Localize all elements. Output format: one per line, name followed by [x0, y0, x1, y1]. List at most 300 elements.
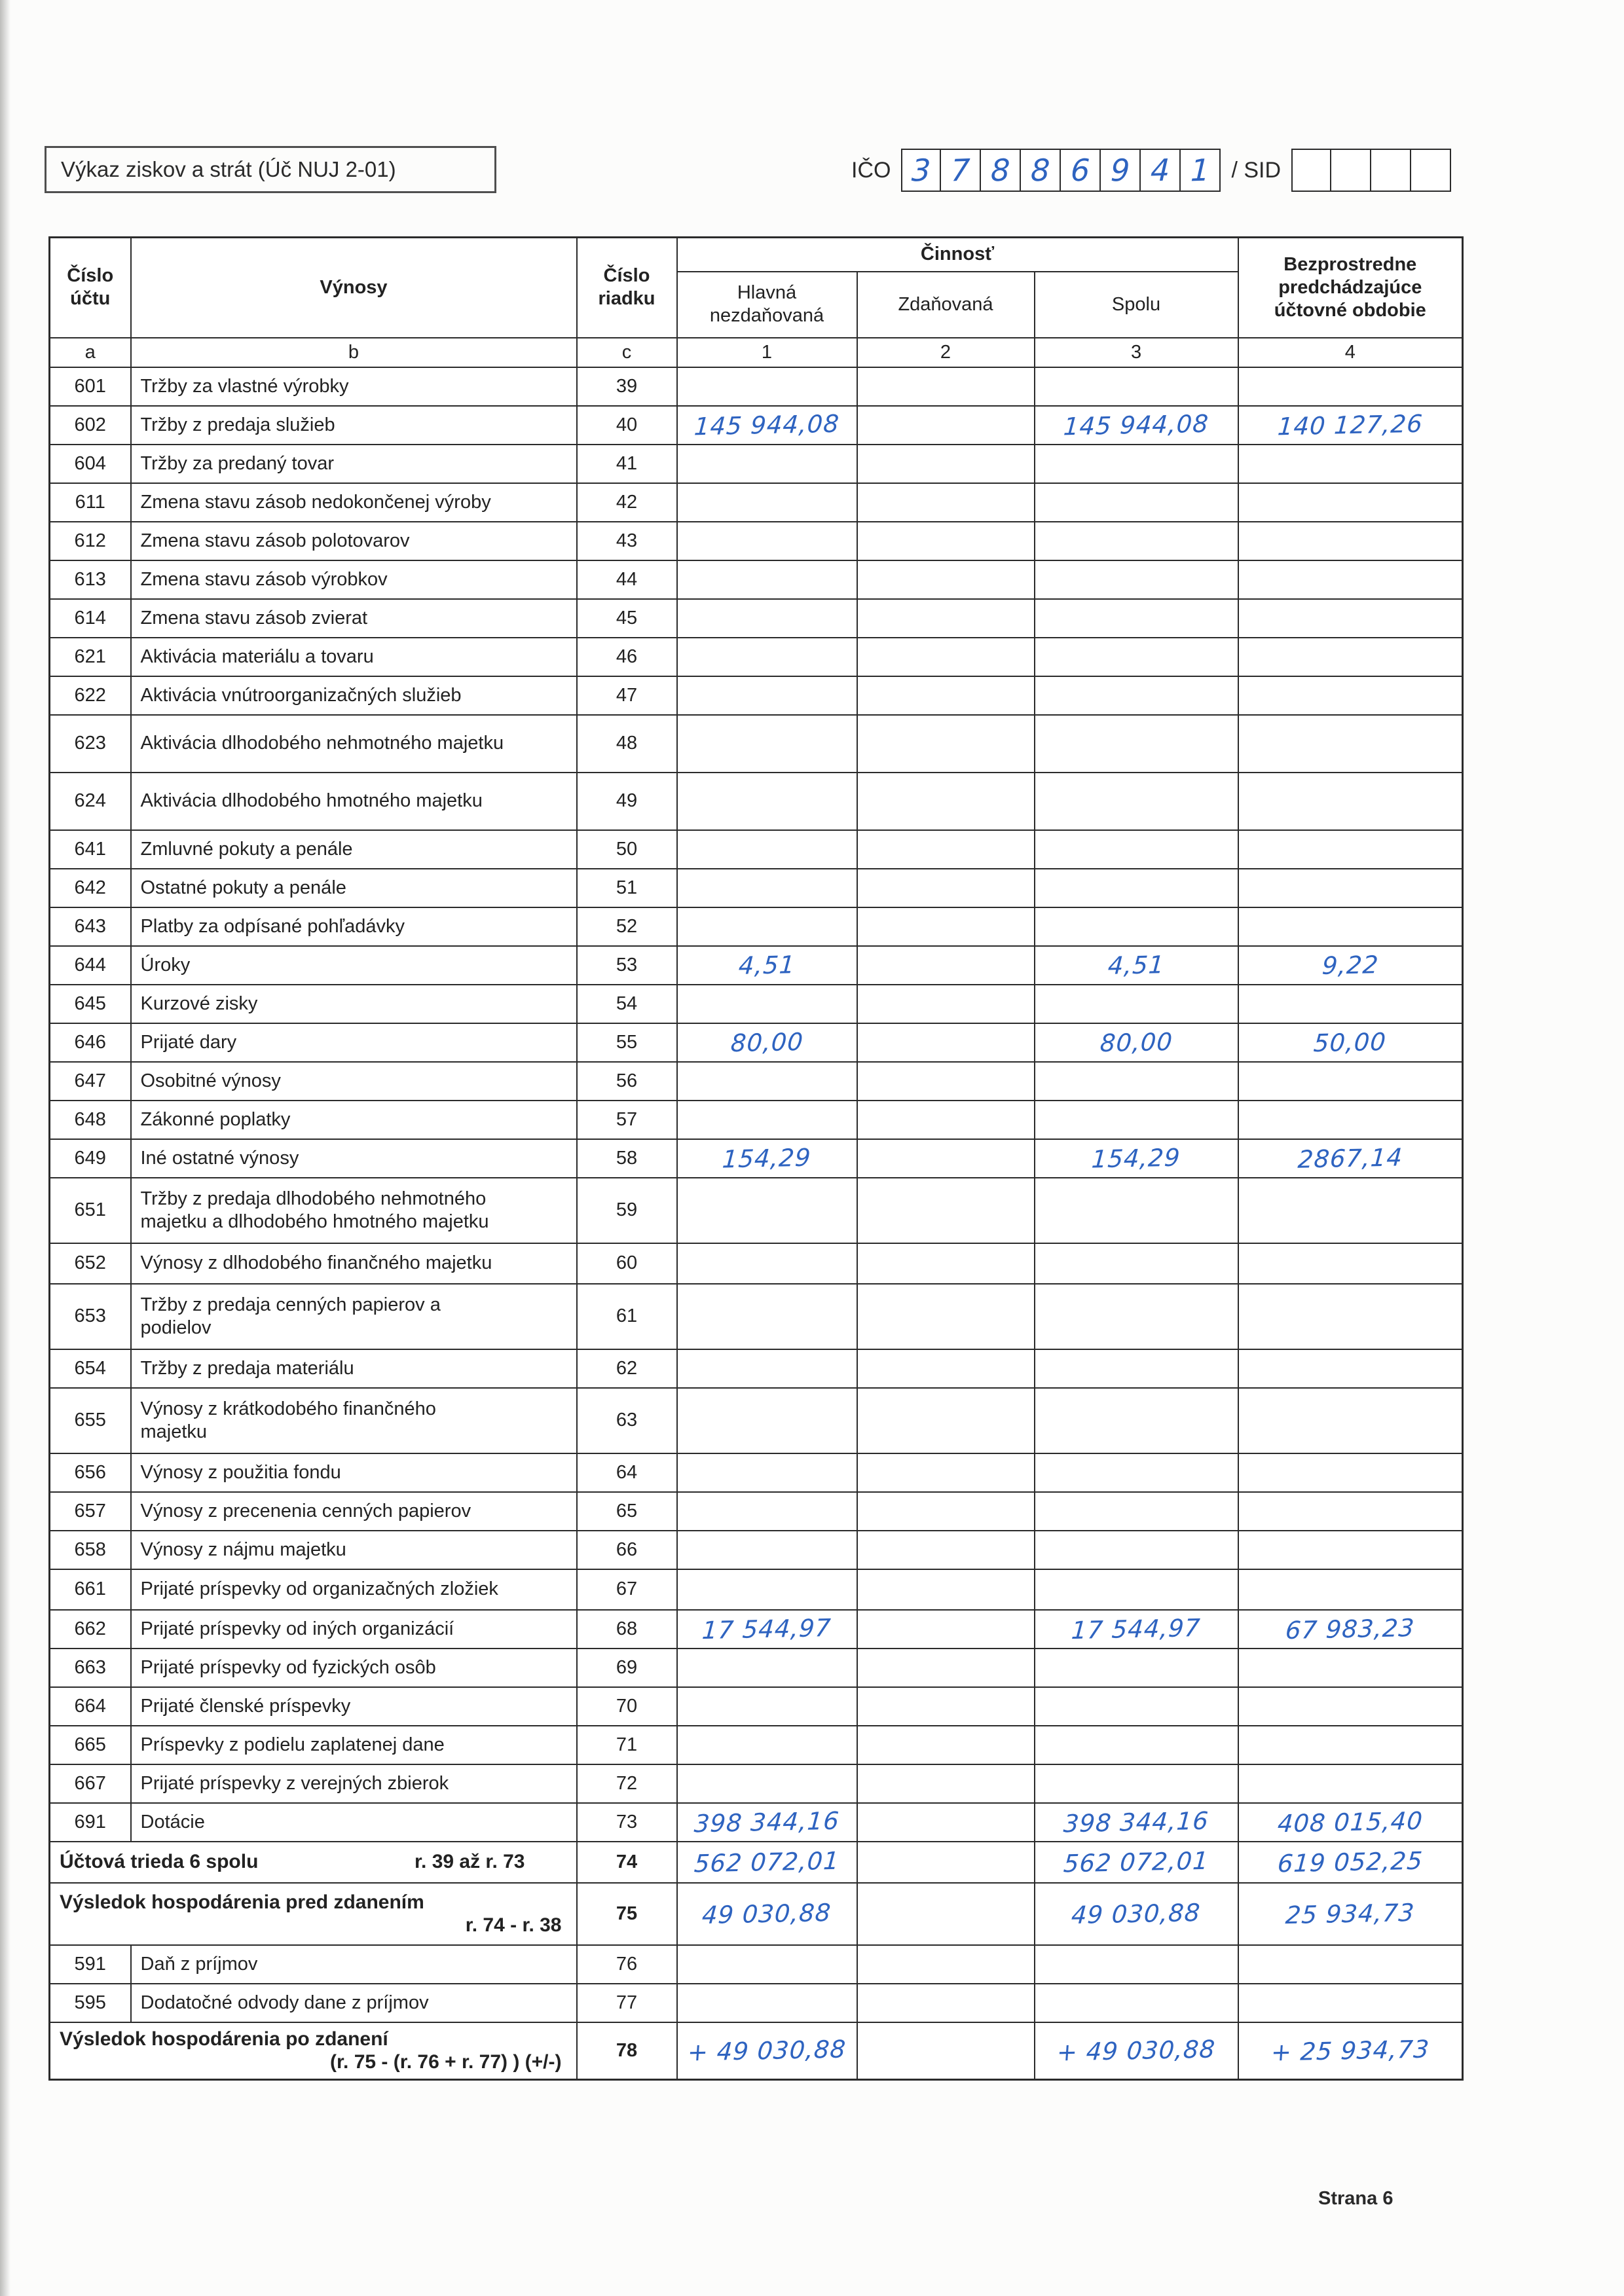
- row-label-cell: Výnosy z precenenia cenných papierov: [131, 1492, 577, 1531]
- value-cell: [857, 483, 1035, 522]
- row-label-cell: Prijaté dary: [131, 1023, 577, 1062]
- account-number-cell: 622: [50, 676, 131, 715]
- ico-box: [1181, 149, 1221, 192]
- row-label-cell: Tržby z predaja služieb: [131, 406, 577, 445]
- value-cell: [857, 676, 1035, 715]
- value-cell: [1035, 1178, 1238, 1243]
- row-label-cell: Prijaté príspevky od iných organizácií: [131, 1610, 577, 1649]
- table-row: [50, 1243, 1463, 1284]
- handwritten-value: 4,51: [1107, 950, 1166, 980]
- table-row: [50, 1764, 1463, 1803]
- value-cell: [1238, 1984, 1463, 2022]
- handwritten-value: + 49 030,88: [686, 2035, 847, 2067]
- sid-box: [1371, 149, 1411, 192]
- line-number-cell: 44: [577, 560, 677, 599]
- line-number-cell: 52: [577, 907, 677, 946]
- account-number-cell: 595: [50, 1984, 131, 2022]
- row-label-cell: Ostatné pokuty a penále: [131, 869, 577, 907]
- handwritten-value: 17 544,97: [701, 1613, 833, 1645]
- line-number-cell: 70: [577, 1687, 677, 1726]
- row-label-cell: Výnosy z dlhodobého finančného majetku: [131, 1243, 577, 1284]
- row-label-cell: Iné ostatné výnosy: [131, 1139, 577, 1178]
- value-cell: [1238, 1569, 1463, 1610]
- account-number-cell: 621: [50, 638, 131, 676]
- header-letters-row: [50, 338, 1463, 367]
- column-letter: c: [577, 338, 677, 367]
- value-cell: [677, 1764, 857, 1803]
- value-cell: [1238, 599, 1463, 638]
- handwritten-value: + 25 934,73: [1270, 2035, 1431, 2067]
- value-cell: [1035, 676, 1238, 715]
- ico-digit: 3: [910, 152, 932, 189]
- account-number-cell: 602: [50, 406, 131, 445]
- line-number-cell: 77: [577, 1984, 677, 2022]
- value-cell: [677, 483, 857, 522]
- row-label-cell: Zmluvné pokuty a penále: [131, 830, 577, 869]
- handwritten-value: 154,29: [721, 1143, 813, 1173]
- ico-digit: 6: [1069, 152, 1092, 189]
- row-label-cell: Tržby za predaný tovar: [131, 445, 577, 483]
- value-cell: [1035, 985, 1238, 1023]
- form-title: Výkaz ziskov a strát (Úč NUJ 2-01): [61, 157, 396, 181]
- line-number-cell: 46: [577, 638, 677, 676]
- value-cell: [677, 599, 857, 638]
- row-label-cell: Zmena stavu zásob zvierat: [131, 599, 577, 638]
- column-letter: b: [131, 338, 577, 367]
- ico-label: IČO: [851, 157, 891, 183]
- value-cell: [677, 1842, 857, 1883]
- line-number-cell: 53: [577, 946, 677, 985]
- value-cell: [857, 1610, 1035, 1649]
- line-number-cell: 60: [577, 1243, 677, 1284]
- value-cell: [677, 1388, 857, 1453]
- handwritten-value: 562 072,01: [693, 1846, 841, 1878]
- line-number-cell: 57: [577, 1101, 677, 1139]
- value-cell: [1035, 406, 1238, 445]
- account-number-cell: 648: [50, 1101, 131, 1139]
- account-number-cell: 644: [50, 946, 131, 985]
- line-number-cell: 41: [577, 445, 677, 483]
- value-cell: [1035, 715, 1238, 773]
- value-cell: [857, 907, 1035, 946]
- handwritten-value: 49 030,88: [1070, 1898, 1202, 1929]
- table-row: [50, 1610, 1463, 1649]
- value-cell: [1238, 946, 1463, 985]
- table-row: [50, 1453, 1463, 1492]
- value-cell: [1035, 1610, 1238, 1649]
- table-row: [50, 560, 1463, 599]
- value-cell: [1238, 1139, 1463, 1178]
- row-label-cell: Daň z príjmov: [131, 1945, 577, 1984]
- line-number-cell: 76: [577, 1945, 677, 1984]
- sid-box: [1331, 149, 1371, 192]
- row-label-cell: Zmena stavu zásob polotovarov: [131, 522, 577, 560]
- value-cell: [857, 1649, 1035, 1687]
- column-letter: a: [50, 338, 131, 367]
- handwritten-value: 50,00: [1312, 1027, 1388, 1057]
- row-label-cell: Prijaté príspevky od organizačných zložiek: [131, 1569, 577, 1610]
- value-cell: [857, 1349, 1035, 1388]
- line-number-cell: 63: [577, 1388, 677, 1453]
- value-cell: [857, 1388, 1035, 1453]
- row-label-cell: Aktivácia dlhodobého hmotného majetku: [131, 773, 577, 830]
- account-number-cell: 591: [50, 1945, 131, 1984]
- account-number-cell: 657: [50, 1492, 131, 1531]
- line-number-cell: 67: [577, 1569, 677, 1610]
- table-row: [50, 522, 1463, 560]
- value-cell: [857, 638, 1035, 676]
- line-number-cell: 39: [577, 367, 677, 406]
- table-row: [50, 638, 1463, 676]
- value-cell: [1238, 1883, 1463, 1945]
- value-cell: [1238, 406, 1463, 445]
- value-cell: [1238, 773, 1463, 830]
- account-number-cell: 652: [50, 1243, 131, 1284]
- table-row: [50, 367, 1463, 406]
- value-cell: [677, 676, 857, 715]
- value-cell: [677, 560, 857, 599]
- value-cell: [677, 1883, 857, 1945]
- value-cell: [1238, 985, 1463, 1023]
- column-letter: 4: [1238, 338, 1463, 367]
- row-label-cell: Aktivácia dlhodobého nehmotného majetku: [131, 715, 577, 773]
- ico-boxes: [901, 149, 1221, 192]
- value-cell: [677, 946, 857, 985]
- handwritten-value: 619 052,25: [1276, 1846, 1424, 1878]
- value-cell: [1238, 715, 1463, 773]
- row-label-cell: Výnosy z použitia fondu: [131, 1453, 577, 1492]
- ico-box: [1061, 149, 1101, 192]
- value-cell: [1238, 1649, 1463, 1687]
- row-label-cell: Zmena stavu zásob nedokončenej výroby: [131, 483, 577, 522]
- value-cell: [857, 1531, 1035, 1569]
- value-cell: [1238, 907, 1463, 946]
- value-cell: [1238, 483, 1463, 522]
- line-number-cell: 56: [577, 1062, 677, 1101]
- col-header-activity: Činnosť: [677, 238, 1238, 272]
- value-cell: [677, 1062, 857, 1101]
- value-cell: [857, 1883, 1035, 1945]
- value-cell: [1238, 1610, 1463, 1649]
- value-cell: [677, 715, 857, 773]
- value-cell: [1238, 638, 1463, 676]
- account-number-cell: 643: [50, 907, 131, 946]
- row-label-cell: Dotácie: [131, 1803, 577, 1842]
- value-cell: [857, 1842, 1035, 1883]
- value-cell: [1238, 830, 1463, 869]
- table-row: [50, 1883, 1463, 1945]
- ico-box: [981, 149, 1021, 192]
- handwritten-value: 9,22: [1321, 950, 1380, 980]
- handwritten-value: 49 030,88: [701, 1898, 833, 1929]
- line-number-cell: 73: [577, 1803, 677, 1842]
- row-label-cell: Zmena stavu zásob výrobkov: [131, 560, 577, 599]
- table-row: [50, 1139, 1463, 1178]
- value-cell: [1035, 1453, 1238, 1492]
- table-row: [50, 1649, 1463, 1687]
- value-cell: [1238, 1101, 1463, 1139]
- value-cell: [857, 1726, 1035, 1764]
- row-label-cell: Prijaté členské príspevky: [131, 1687, 577, 1726]
- table-row: [50, 1101, 1463, 1139]
- table-row: [50, 1945, 1463, 1984]
- value-cell: [857, 830, 1035, 869]
- table-row: [50, 1349, 1463, 1388]
- value-cell: [1035, 1842, 1238, 1883]
- handwritten-value: 80,00: [729, 1027, 804, 1057]
- account-number-cell: 658: [50, 1531, 131, 1569]
- value-cell: [857, 1101, 1035, 1139]
- table-row: [50, 445, 1463, 483]
- value-cell: [1238, 676, 1463, 715]
- value-cell: [677, 1023, 857, 1062]
- header-row-top: [50, 238, 1463, 272]
- value-cell: [857, 2022, 1035, 2080]
- account-number-cell: 649: [50, 1139, 131, 1178]
- row-label-cell: Výnosy z nájmu majetku: [131, 1531, 577, 1569]
- value-cell: [677, 1178, 857, 1243]
- profit-loss-table: [48, 236, 1464, 2081]
- account-number-cell: 654: [50, 1349, 131, 1388]
- value-cell: [677, 1531, 857, 1569]
- value-cell: [677, 1453, 857, 1492]
- handwritten-value: 17 544,97: [1070, 1613, 1202, 1645]
- line-number-cell: 69: [577, 1649, 677, 1687]
- sid-label: / SID: [1231, 157, 1282, 183]
- line-number-cell: 65: [577, 1492, 677, 1531]
- form-title-box: [45, 146, 496, 193]
- line-number-cell: 62: [577, 1349, 677, 1388]
- line-number-cell: 43: [577, 522, 677, 560]
- col-header-main-untaxed: Hlavná nezdaňovaná: [677, 272, 857, 338]
- account-number-cell: 667: [50, 1764, 131, 1803]
- handwritten-value: 2867,14: [1297, 1142, 1404, 1174]
- account-number-cell: 691: [50, 1803, 131, 1842]
- row-label-cell: Príspevky z podielu zaplatenej dane: [131, 1726, 577, 1764]
- table-row: [50, 406, 1463, 445]
- value-cell: [677, 1945, 857, 1984]
- value-cell: [1238, 1388, 1463, 1453]
- row-label-cell: Dodatočné odvody dane z príjmov: [131, 1984, 577, 2022]
- value-cell: [1238, 560, 1463, 599]
- handwritten-value: 398 344,16: [693, 1806, 841, 1838]
- line-number-cell: 78: [577, 2022, 677, 2080]
- value-cell: [1238, 1284, 1463, 1349]
- value-cell: [857, 1569, 1035, 1610]
- account-number-cell: 641: [50, 830, 131, 869]
- value-cell: [1238, 445, 1463, 483]
- value-cell: [857, 599, 1035, 638]
- value-cell: [1035, 1062, 1238, 1101]
- value-cell: [1035, 1388, 1238, 1453]
- account-number-cell: 611: [50, 483, 131, 522]
- value-cell: [1035, 869, 1238, 907]
- value-cell: [1035, 946, 1238, 985]
- row-label-cell: Prijaté príspevky z verejných zbierok: [131, 1764, 577, 1803]
- value-cell: [1035, 1139, 1238, 1178]
- row-label-cell: Tržby z predaja dlhodobého nehmotného majetku a dlhodobého hmotného majetku: [131, 1178, 577, 1243]
- ico-digit: 4: [1149, 152, 1172, 189]
- table-row: [50, 1842, 1463, 1883]
- column-letter: 3: [1035, 338, 1238, 367]
- ico-digit: 1: [1189, 152, 1211, 189]
- value-cell: [857, 1243, 1035, 1284]
- value-cell: [1238, 1492, 1463, 1531]
- value-cell: [1035, 907, 1238, 946]
- col-header-revenues: Výnosy: [131, 238, 577, 338]
- value-cell: [857, 1178, 1035, 1243]
- value-cell: [677, 907, 857, 946]
- account-number-cell: 645: [50, 985, 131, 1023]
- summary-label-cell: Účtová trieda 6 spolu r. 39 až r. 73: [50, 1842, 577, 1883]
- row-label-cell: Tržby za vlastné výrobky: [131, 367, 577, 406]
- value-cell: [1035, 445, 1238, 483]
- value-cell: [857, 522, 1035, 560]
- value-cell: [1035, 2022, 1238, 2080]
- value-cell: [1035, 1764, 1238, 1803]
- value-cell: [857, 1062, 1035, 1101]
- value-cell: [677, 985, 857, 1023]
- line-number-cell: 66: [577, 1531, 677, 1569]
- handwritten-value: 140 127,26: [1276, 409, 1424, 441]
- value-cell: [1238, 1531, 1463, 1569]
- value-cell: [1035, 1569, 1238, 1610]
- handwritten-value: 67 983,23: [1284, 1613, 1416, 1645]
- line-number-cell: 74: [577, 1842, 677, 1883]
- table-row: [50, 483, 1463, 522]
- value-cell: [677, 1492, 857, 1531]
- value-cell: [677, 1101, 857, 1139]
- value-cell: [677, 638, 857, 676]
- account-number-cell: 662: [50, 1610, 131, 1649]
- value-cell: [677, 1726, 857, 1764]
- value-cell: [857, 1945, 1035, 1984]
- ico-box: [1101, 149, 1141, 192]
- table-row: [50, 1984, 1463, 2022]
- table-row: [50, 599, 1463, 638]
- value-cell: [1035, 1984, 1238, 2022]
- value-cell: [677, 522, 857, 560]
- ico-section: [851, 148, 1451, 192]
- value-cell: [1035, 1945, 1238, 1984]
- value-cell: [857, 985, 1035, 1023]
- line-number-cell: 54: [577, 985, 677, 1023]
- value-cell: [857, 1492, 1035, 1531]
- line-number-cell: 64: [577, 1453, 677, 1492]
- row-label-cell: Prijaté príspevky od fyzických osôb: [131, 1649, 577, 1687]
- table-body: [50, 367, 1463, 2080]
- value-cell: [1238, 1842, 1463, 1883]
- value-cell: [677, 1803, 857, 1842]
- account-number-cell: 623: [50, 715, 131, 773]
- page-number: Strana 6: [1318, 2188, 1393, 2209]
- value-cell: [1035, 1883, 1238, 1945]
- ico-digit: 9: [1109, 152, 1132, 189]
- value-cell: [857, 406, 1035, 445]
- value-cell: [1238, 367, 1463, 406]
- handwritten-value: 408 015,40: [1276, 1806, 1424, 1838]
- table-header: [50, 238, 1463, 367]
- value-cell: [677, 2022, 857, 2080]
- value-cell: [1035, 522, 1238, 560]
- col-header-total: Spolu: [1035, 272, 1238, 338]
- handwritten-value: + 49 030,88: [1056, 2035, 1217, 2067]
- line-number-cell: 58: [577, 1139, 677, 1178]
- table-row: [50, 1726, 1463, 1764]
- handwritten-value: 154,29: [1090, 1143, 1182, 1173]
- line-number-cell: 71: [577, 1726, 677, 1764]
- value-cell: [857, 946, 1035, 985]
- value-cell: [1238, 1178, 1463, 1243]
- table-row: [50, 830, 1463, 869]
- value-cell: [857, 1764, 1035, 1803]
- value-cell: [1238, 2022, 1463, 2080]
- account-number-cell: 642: [50, 869, 131, 907]
- value-cell: [857, 715, 1035, 773]
- line-number-cell: 61: [577, 1284, 677, 1349]
- row-label-cell: Osobitné výnosy: [131, 1062, 577, 1101]
- value-cell: [857, 773, 1035, 830]
- account-number-cell: 663: [50, 1649, 131, 1687]
- column-letter: 1: [677, 338, 857, 367]
- value-cell: [1238, 1945, 1463, 1984]
- line-number-cell: 72: [577, 1764, 677, 1803]
- value-cell: [677, 367, 857, 406]
- account-number-cell: 612: [50, 522, 131, 560]
- value-cell: [677, 869, 857, 907]
- line-number-cell: 50: [577, 830, 677, 869]
- handwritten-value: 4,51: [737, 950, 796, 980]
- sid-boxes: [1291, 149, 1451, 192]
- value-cell: [1035, 638, 1238, 676]
- account-number-cell: 651: [50, 1178, 131, 1243]
- value-cell: [677, 1349, 857, 1388]
- value-cell: [857, 445, 1035, 483]
- value-cell: [677, 1569, 857, 1610]
- value-cell: [677, 1687, 857, 1726]
- value-cell: [1035, 1101, 1238, 1139]
- table-row: [50, 1531, 1463, 1569]
- value-cell: [1238, 1726, 1463, 1764]
- account-number-cell: 655: [50, 1388, 131, 1453]
- row-label-cell: Kurzové zisky: [131, 985, 577, 1023]
- account-number-cell: 646: [50, 1023, 131, 1062]
- value-cell: [1238, 1349, 1463, 1388]
- table-row: [50, 2022, 1463, 2080]
- value-cell: [1238, 1803, 1463, 1842]
- row-label-cell: Platby za odpísané pohľadávky: [131, 907, 577, 946]
- line-number-cell: 42: [577, 483, 677, 522]
- table-row: [50, 946, 1463, 985]
- value-cell: [677, 406, 857, 445]
- account-number-cell: 661: [50, 1569, 131, 1610]
- line-number-cell: 59: [577, 1178, 677, 1243]
- ico-box: [901, 149, 941, 192]
- value-cell: [1035, 483, 1238, 522]
- line-number-cell: 75: [577, 1883, 677, 1945]
- value-cell: [1035, 1284, 1238, 1349]
- value-cell: [1035, 1023, 1238, 1062]
- col-header-taxed: Zdaňovaná: [857, 272, 1035, 338]
- value-cell: [857, 1984, 1035, 2022]
- value-cell: [857, 1803, 1035, 1842]
- line-number-cell: 48: [577, 715, 677, 773]
- value-cell: [677, 1243, 857, 1284]
- table-row: [50, 1284, 1463, 1349]
- table-row: [50, 1803, 1463, 1842]
- account-number-cell: 624: [50, 773, 131, 830]
- value-cell: [1035, 1726, 1238, 1764]
